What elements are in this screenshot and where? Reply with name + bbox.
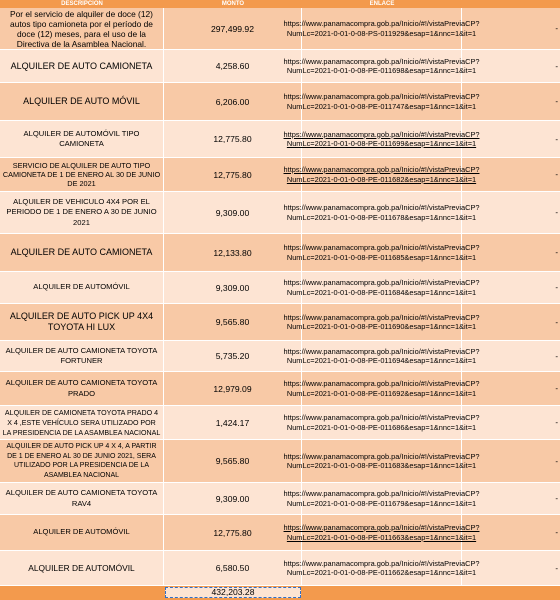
table-row[interactable]: [0, 372, 560, 406]
cell-enlace[interactable]: https://www.panamacompra.gob.pa/Inicio/#!/vistaPreviaCP?NumLc=2021-0-01-0-08-PE-011699&esap=1&nnc=1&it=1: [302, 121, 462, 157]
cell-descripcion[interactable]: ALQUILER DE AUTO MÓVIL: [0, 83, 164, 120]
cell-monto[interactable]: 9,309.00: [164, 192, 302, 233]
header-descripcion[interactable]: DESCRIPCION: [61, 1, 103, 7]
cell-extra[interactable]: -: [555, 170, 558, 179]
cell-monto[interactable]: 12,775.80: [164, 121, 302, 157]
cell-extra[interactable]: -: [555, 384, 558, 393]
cell-monto[interactable]: 12,775.80: [164, 515, 302, 550]
cell-enlace[interactable]: https://www.panamacompra.gob.pa/Inicio/#!/vistaPreviaCP?NumLc=2021-0-01-0-08-PE-011747&esap=1&nnc=1&it=1: [302, 83, 462, 120]
total-cell-selected[interactable]: 432,203.28: [165, 587, 301, 598]
cell-descripcion[interactable]: ALQUILER DE AUTO CAMIONETA: [0, 234, 164, 271]
cell-extra[interactable]: -: [555, 248, 558, 257]
cell-descripcion[interactable]: Por el servicio de alquiler de doce (12) autos tipo camioneta por el período de doce (12) meses, para el uso de la Directiva de la Asamblea Nacional.: [0, 8, 164, 49]
cell-extra[interactable]: -: [555, 283, 558, 292]
table-row[interactable]: [0, 83, 560, 121]
cell-descripcion[interactable]: ALQUILER DE AUTO CAMIONETA TOYOTA RAV4: [0, 483, 164, 514]
table-row[interactable]: [0, 440, 560, 483]
cell-enlace[interactable]: https://www.panamacompra.gob.pa/Inicio/#!/vistaPreviaCP?NumLc=2021-0-01-0-08-PE-011686&esap=1&nnc=1&it=1: [302, 406, 462, 439]
cell-descripcion[interactable]: ALQUILER DE AUTO PICK UP 4X4 TOYOTA HI LUX: [0, 304, 164, 340]
cell-enlace[interactable]: https://www.panamacompra.gob.pa/Inicio/#!/vistaPreviaCP?NumLc=2021-0-01-0-08-PS-011929&esap=1&nnc=1&it=1: [302, 8, 462, 49]
cell-descripcion[interactable]: ALQUILER DE AUTO CAMIONETA TOYOTA PRADO: [0, 372, 164, 405]
cell-descripcion[interactable]: ALQUILER DE AUTO CAMIONETA TOYOTA FORTUNER: [0, 341, 164, 371]
cell-descripcion[interactable]: ALQUILER DE AUTOMÓVIL: [0, 515, 164, 550]
table-row[interactable]: [0, 515, 560, 551]
cell-monto[interactable]: 12,133.80: [164, 234, 302, 271]
cell-extra[interactable]: -: [555, 418, 558, 427]
cell-monto[interactable]: 4,258.60: [164, 50, 302, 82]
total-row: [0, 586, 560, 600]
cell-enlace[interactable]: https://www.panamacompra.gob.pa/Inicio/#!/vistaPreviaCP?NumLc=2021-0-01-0-08-PE-011678&esap=1&nnc=1&it=1: [302, 192, 462, 233]
cell-monto[interactable]: 9,565.80: [164, 304, 302, 340]
table-row[interactable]: [0, 304, 560, 341]
cell-descripcion[interactable]: ALQUILER DE VEHICULO 4X4 POR EL PERIODO DE 1 DE ENERO A 30 DE JUNIO 2021: [0, 192, 164, 233]
cell-monto[interactable]: 12,775.80: [164, 158, 302, 191]
cell-extra[interactable]: -: [555, 134, 558, 144]
table-row[interactable]: [0, 234, 560, 272]
cell-enlace[interactable]: https://www.panamacompra.gob.pa/Inicio/#!/vistaPreviaCP?NumLc=2021-0-01-0-08-PE-011690&esap=1&nnc=1&it=1: [302, 304, 462, 340]
cell-descripcion[interactable]: ALQUILER DE AUTOMÓVIL: [0, 551, 164, 585]
header-row: [0, 0, 560, 8]
cell-monto[interactable]: 9,309.00: [164, 483, 302, 514]
table-row[interactable]: [0, 272, 560, 304]
cell-extra[interactable]: -: [555, 208, 558, 217]
cell-monto[interactable]: 9,565.80: [164, 440, 302, 482]
cell-descripcion[interactable]: SERVICIO DE ALQUILER DE AUTO TIPO CAMIONETA DE 1 DE ENERO AL 30 DE JUNIO DE 2021: [0, 158, 164, 191]
cell-enlace[interactable]: https://www.panamacompra.gob.pa/Inicio/#!/vistaPreviaCP?NumLc=2021-0-01-0-08-PE-011662&esap=1&nnc=1&it=1: [302, 551, 462, 585]
cell-monto[interactable]: 12,979.09: [164, 372, 302, 405]
cell-extra[interactable]: -: [555, 97, 558, 106]
table-row[interactable]: [0, 158, 560, 192]
table-row[interactable]: [0, 8, 560, 50]
table-row[interactable]: [0, 551, 560, 586]
cell-monto[interactable]: 297,499.92: [164, 8, 302, 49]
table-row[interactable]: [0, 50, 560, 83]
cell-monto[interactable]: 1,424.17: [164, 406, 302, 439]
cell-enlace[interactable]: https://www.panamacompra.gob.pa/Inicio/#!/vistaPreviaCP?NumLc=2021-0-01-0-08-PE-011685&esap=1&nnc=1&it=1: [302, 234, 462, 271]
cell-descripcion[interactable]: ALQUILER DE CAMIONETA TOYOTA PRADO 4 X 4 ,ESTE VEHÍCULO SERA UTILIZADO POR LA PRESIDENCIA DE LA ASAMBLEA NACIONAL: [0, 406, 164, 439]
cell-enlace[interactable]: https://www.panamacompra.gob.pa/Inicio/#!/vistaPreviaCP?NumLc=2021-0-01-0-08-PE-011698&esap=1&nnc=1&it=1: [302, 50, 462, 82]
cell-monto[interactable]: 6,580.50: [164, 551, 302, 585]
header-monto[interactable]: MONTO: [221, 1, 245, 7]
cell-monto[interactable]: 5,735.20: [164, 341, 302, 371]
cell-extra[interactable]: -: [555, 456, 558, 466]
cell-enlace[interactable]: https://www.panamacompra.gob.pa/Inicio/#!/vistaPreviaCP?NumLc=2021-0-01-0-08-PE-011663&esap=1&nnc=1&it=1: [302, 515, 462, 550]
cell-enlace[interactable]: https://www.panamacompra.gob.pa/Inicio/#!/vistaPreviaCP?NumLc=2021-0-01-0-08-PE-011682&esap=1&nnc=1&it=1: [302, 158, 462, 191]
header-enlace[interactable]: ENLACE: [369, 1, 395, 7]
cell-descripcion[interactable]: ALQUILER DE AUTOMÓVIL: [0, 272, 164, 303]
cell-monto[interactable]: 6,206.00: [164, 83, 302, 120]
cell-enlace[interactable]: https://www.panamacompra.gob.pa/Inicio/#!/vistaPreviaCP?NumLc=2021-0-01-0-08-PE-011694&esap=1&nnc=1&it=1: [302, 341, 462, 371]
cell-enlace[interactable]: https://www.panamacompra.gob.pa/Inicio/#!/vistaPreviaCP?NumLc=2021-0-01-0-08-PE-011692&esap=1&nnc=1&it=1: [302, 372, 462, 405]
cell-extra[interactable]: -: [555, 61, 558, 71]
table-row[interactable]: [0, 341, 560, 372]
table-row[interactable]: [0, 121, 560, 158]
table-row[interactable]: [0, 192, 560, 234]
cell-extra[interactable]: -: [555, 24, 558, 33]
cell-extra[interactable]: -: [555, 351, 558, 361]
cell-extra[interactable]: -: [555, 528, 558, 537]
cell-extra[interactable]: -: [555, 563, 558, 573]
cell-extra[interactable]: -: [555, 494, 558, 503]
cell-enlace[interactable]: https://www.panamacompra.gob.pa/Inicio/#!/vistaPreviaCP?NumLc=2021-0-01-0-08-PE-011679&esap=1&nnc=1&it=1: [302, 483, 462, 514]
table-row[interactable]: [0, 406, 560, 440]
cell-descripcion[interactable]: ALQUILER DE AUTOMÓVIL TIPO CAMIONETA: [0, 121, 164, 157]
table-row[interactable]: [0, 483, 560, 515]
cell-enlace[interactable]: https://www.panamacompra.gob.pa/Inicio/#!/vistaPreviaCP?NumLc=2021-0-01-0-08-PE-011684&esap=1&nnc=1&it=1: [302, 272, 462, 303]
cell-descripcion[interactable]: ALQUILER DE AUTO CAMIONETA: [0, 50, 164, 82]
cell-enlace[interactable]: https://www.panamacompra.gob.pa/Inicio/#!/vistaPreviaCP?NumLc=2021-0-01-0-08-PE-011683&esap=1&nnc=1&it=1: [302, 440, 462, 482]
cell-extra[interactable]: -: [555, 317, 558, 327]
cell-descripcion[interactable]: ALQUILER DE AUTO PICK UP 4 X 4, A PARTIR DE 1 DE ENERO AL 30 DE JUNIO 2021, SERA UTILIZADO POR LA PRESIDENCIA DE LA ASAMBLEA NACIONAL: [0, 440, 164, 482]
cell-monto[interactable]: 9,309.00: [164, 272, 302, 303]
